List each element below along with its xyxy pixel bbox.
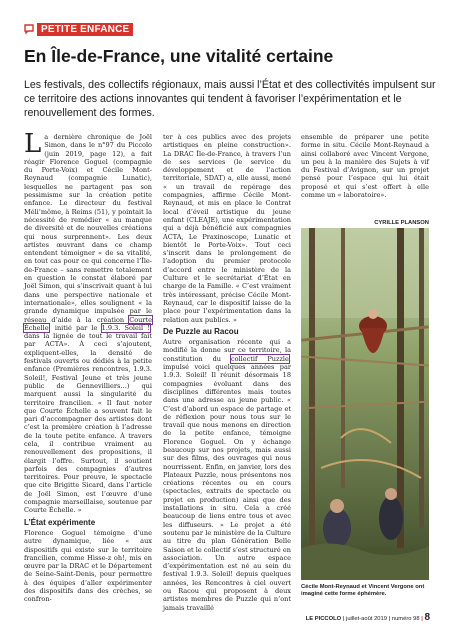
paragraph: ter à ces publics avec des projets artistiques en pleine construction». La DRAC Île-de-France, à travers l’un de ses services (le service du développement et de l’action territoriale, SDAT) a, elle aussi, mené « un travail de repérage des compagnies, affirme Cécile Mont-Reynaud, et mis en place le Contrat local d’éveil artistique du jeune enfant (CLEAJE), une expérimentation qui a déjà bénéficié aux compagnies ACTA, Le Praxinoscope, Lunatic et bientôt le Porte-Voix». Tout ceci s’inscrit dans le prolongement de l’adoption du premier protocole d’accord entre le ministère de la Culture et le secrétariat d’État en charge de la Famille. « C’est vraiment très intéressant, précise Cécile Mont-Reynaud, car le dispositif laisse de la place pour l’expérimentation dans la relation aux publics. »	[163, 133, 291, 324]
section-rubric	[24, 22, 133, 36]
paragraph: Florence Goguel témoigne d’une autre dynamique, liée « aux dispositifs qui existe sur le territoire francilien, comme Hisse-z oh!, mis en œuvre par la DRAC et le Département de Seine-Saint-Denis, pour permettre à des équipes d’aller expérimenter des dispositifs dans des crèches, se confron-	[24, 528, 152, 604]
highlight-box: collectif Puzzle	[230, 354, 289, 363]
article-column-3	[301, 133, 429, 199]
drop-cap: L	[24, 129, 42, 159]
folio-number: numéro 98	[391, 616, 420, 622]
article-column-1	[24, 129, 152, 604]
performance-photo	[301, 228, 429, 580]
highlight-box: 1.9.3. Soleil !	[101, 323, 150, 332]
forest-performance-image	[301, 228, 429, 580]
paragraph: La dernière chronique de Joël Simon, dans le n°97 du Piccolo (juin 2019, page 12), a fait réagir Florence Goguel (compagnie du Porte-Voix) et Cécile Mont-Reynaud (compagnie Lunatic), lesquelles ne partagent pas son pessimisme sur la création petite enfance. Le directeur du festival Méli’môme, à Reims (51), y pointait la nécessité de remédier « au manque de diversité et de nouvelles créations qui nous surprennent». Les deux artistes œuvrant dans ce champ entendent témoigner « de sa vitalité, en tout cas pour ce qui concerne l’Île-de-France – sans remettre totalement en question le constat élaboré par Joël Simon, qui s’inscrivait quant à lui dans une perspective nationale et internationale», elles soulignent « la grande dynamique impulsée par le réseau d’aide à la création Courte Échelle, initié par le 1.9.3. Soleil !, dans la lignée de tout le travail fait par ACTA». À ceci s’ajoutent, expliquent-elles, la densité de festivals ouverts ou dédiés à la petite enfance (Premières rencontres, 1.9.3. Soleil!, Festival Jeune et très jeune public de Gennevilliers…) qui marquent aussi la singularité du territoire francilien. « Il faut noter que Courte Échelle a souvent fait le pari d’accompagner des artistes dont c’est la première création à l’adresse de la toute petite enfance. À travers cela, il contribue vraiment au renouvellement des propositions, il élargit l’offre. Surtout, il soutient parfois des compagnies d’autres territoires. Pour preuve, le spectacle que cite Brigitte Sicard, dans l’article de Joël Simon, est l’œuvre d’une compagnie marseillaise, soutenue par Courte Échelle. »	[24, 129, 152, 515]
article-headline: En Île-de-France, une vitalité certaine	[24, 46, 334, 66]
folio-magazine: LE PICCOLO	[305, 616, 342, 622]
paragraph: Autre organisation récente qui a modifié la donne sur ce territoire, la constitution du collectif Puzzle, impulsé voici quelques années par 1.9.3. Soleil! Il réunit désormais 18 compagnies évoluant dans des disciplines différentes mais toutes dans une adresse au jeune public. « C’est d’abord un espace de partage et de réflexion pour nous tous sur le travail que nous menons en direction de la petite enfance, témoigne Florence Goguel. On y échange beaucoup sur nos projets, mais aussi sur des films, des ouvrages qui nous nourrissent. Enfin, en janvier, lors des Plateaux Puzzle, nous présentons nos créations récentes ou en cours (spectacles, extraits de spectacle ou projet en production) ainsi que des installations in situ. Cela a créé beaucoup de liens entre tous et avec les diffuseurs. » Le projet a été soutenu par le ministère de la Culture au titre du plan Génération Belle Saison et le collectif s’est structuré en association. Un autre espace d’expérimentation est né au sein du festival 1.9.3. Soleil! depuis quelques années, les Rencontres à ciel ouvert ou Racou qui proposent à deux artistes membres de Puzzle qui n’ont jamais travaillé	[163, 338, 291, 612]
photo-caption: Cécile Mont-Reynaud et Vincent Vergone ont imaginé cette forme éphémère.	[301, 584, 425, 597]
paragraph: ensemble de préparer une petite forme in situ. Cécile Mont-Reynaud a ainsi collaboré avec Vincent Vergone, un peu à la manière des Sujets à vif du Festival d’Avignon, sur un projet pensé pour l’espace qui lui était proposé et qui s’est offert à elle comme un « laboratoire».	[301, 133, 429, 200]
subheading: L’État expérimente	[24, 517, 96, 527]
folio-issue: juillet-août 2019	[346, 616, 387, 622]
subheading: De Puzzle au Racou	[163, 326, 239, 336]
page-folio: LE PICCOLO | juillet-août 2019 | numéro 98 | 8	[305, 612, 430, 623]
article-column-2	[163, 133, 291, 612]
article-chapeau: Les festivals, des collectifs régionaux, mais aussi l’État et des collectivités impulsent sur ce territoire des actions innovantes qui tendent à favoriser l’expérimentation et le renouvellement des formes.	[24, 79, 436, 120]
author-signature: CYRILLE PLANSON	[374, 220, 429, 226]
page-number: 8	[424, 612, 430, 623]
speech-bubble-icon	[24, 24, 34, 34]
rubric-label: PETITE ENFANCE	[37, 23, 133, 36]
highlight-box: Courte Échelle	[24, 315, 152, 332]
